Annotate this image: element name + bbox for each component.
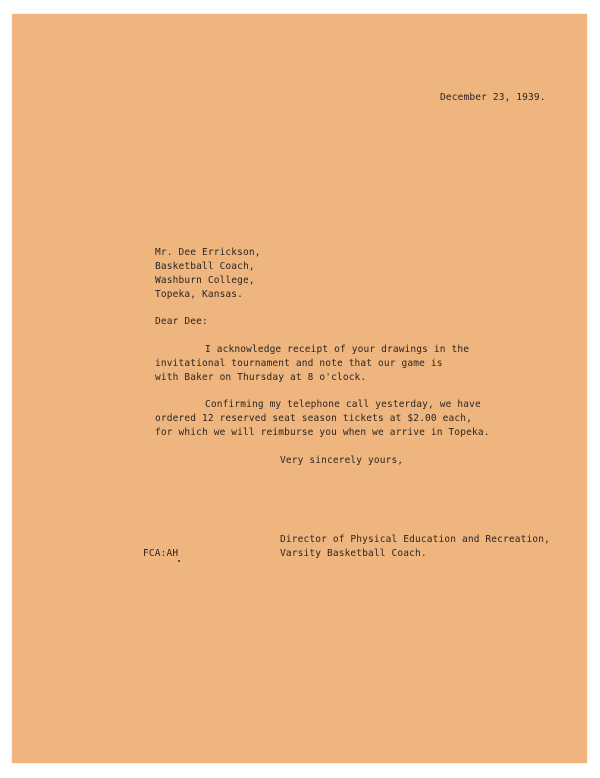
- paragraph-1-line-1: I acknowledge receipt of your drawings in the: [205, 344, 470, 355]
- recipient-location: Topeka, Kansas.: [155, 289, 244, 300]
- signature-title-line-2: Varsity Basketball Coach.: [280, 548, 427, 559]
- closing: Very sincerely yours,: [280, 455, 404, 466]
- typist-initials: FCA:AH: [143, 548, 179, 559]
- paragraph-2-line-3: for which we will reimburse you when we arrive in Topeka.: [155, 427, 490, 438]
- paragraph-2-line-2: ordered 12 reserved seat season tickets at $2.00 each,: [155, 413, 472, 424]
- paragraph-2-line-1: Confirming my telephone call yesterday, we have: [205, 399, 481, 410]
- recipient-institution: Washburn College,: [155, 275, 255, 286]
- recipient-title: Basketball Coach,: [155, 261, 255, 272]
- paragraph-1-line-3: with Baker on Thursday at 8 o'clock.: [155, 372, 367, 383]
- recipient-name: Mr. Dee Errickson,: [155, 247, 261, 258]
- letter-page: [12, 14, 587, 763]
- signature-title-line-1: Director of Physical Education and Recreation,: [280, 534, 550, 545]
- letter-date: December 23, 1939.: [440, 92, 546, 103]
- paper-speck: [178, 560, 180, 562]
- salutation: Dear Dee:: [155, 316, 208, 327]
- paragraph-1-line-2: invitational tournament and note that our game is: [155, 358, 443, 369]
